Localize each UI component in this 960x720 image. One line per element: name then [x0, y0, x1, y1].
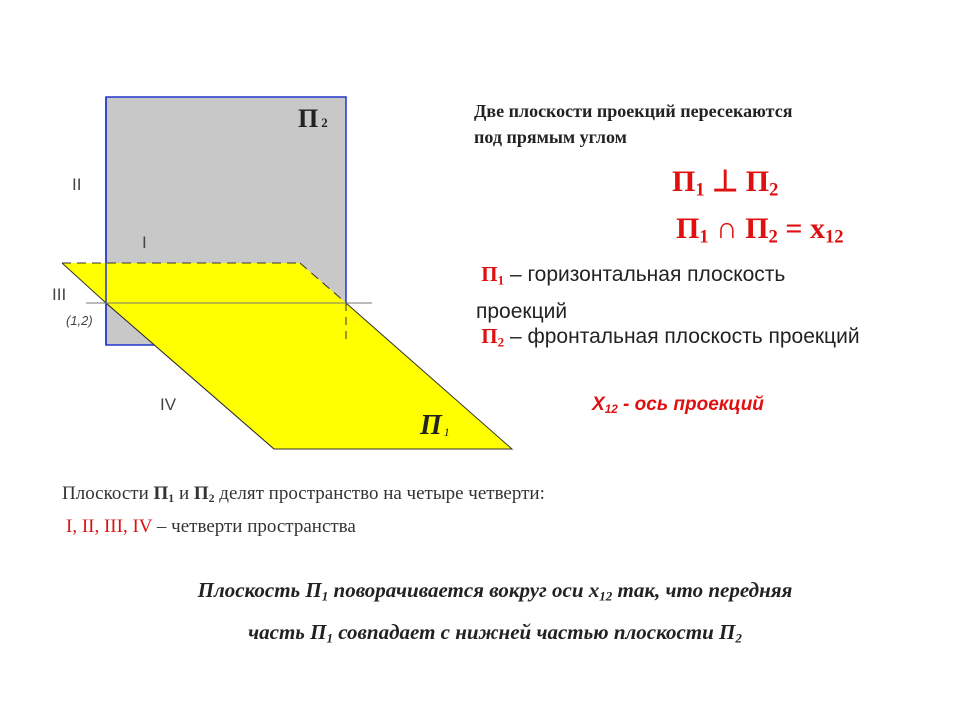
plane-p1-hidden-part — [62, 263, 346, 303]
rotation-statement — [0, 572, 960, 657]
quarters-sentence: Плоскости $П_1$ и $П_2$ делят пространство на четыре четверти: — [62, 483, 545, 505]
definition-p2: $П_2$ – фронтальная плоскость проекций — [481, 324, 860, 350]
rotation-line-1: Плоскость $П_1$ поворачивается вокруг оси $x_{12}$ так, что передняя — [197, 578, 793, 604]
axis-point-label: (1,2) — [66, 313, 93, 328]
statement-line-2: под прямым углом — [474, 127, 627, 147]
rotation-line-2: часть $П_1$ совпадает с нижней частью плоскости $П_2$ — [248, 620, 742, 646]
statement — [474, 98, 792, 150]
definition-p1-line-1: $П_1$ – горизонтальная плоскость — [481, 262, 786, 288]
formula-intersection: $П_1$ ∩ $П_2 = x_{12}$ — [676, 212, 844, 248]
quarters-list: I, II, III, IV – четверти пространства — [66, 516, 356, 537]
axis-definition: $X_{12}$ - ось проекций — [592, 394, 764, 416]
quarter-label-2: II — [72, 175, 82, 194]
quarter-label-4: IV — [160, 395, 177, 414]
quarter-label-1: I — [142, 233, 147, 252]
quarter-label-3: III — [52, 285, 67, 304]
definition-p1-line-2: проекций — [476, 300, 568, 324]
plane-p1-label: П 1 — [420, 410, 450, 441]
statement-line-1: Две плоскости проекций пересекаются — [474, 101, 793, 121]
plane-p1 — [106, 303, 512, 449]
plane-p2-label: П 2 — [298, 104, 328, 133]
definition-p1 — [476, 258, 785, 328]
formula-perpendicular: $П_1$ ⊥ $П_2$ — [672, 165, 779, 201]
